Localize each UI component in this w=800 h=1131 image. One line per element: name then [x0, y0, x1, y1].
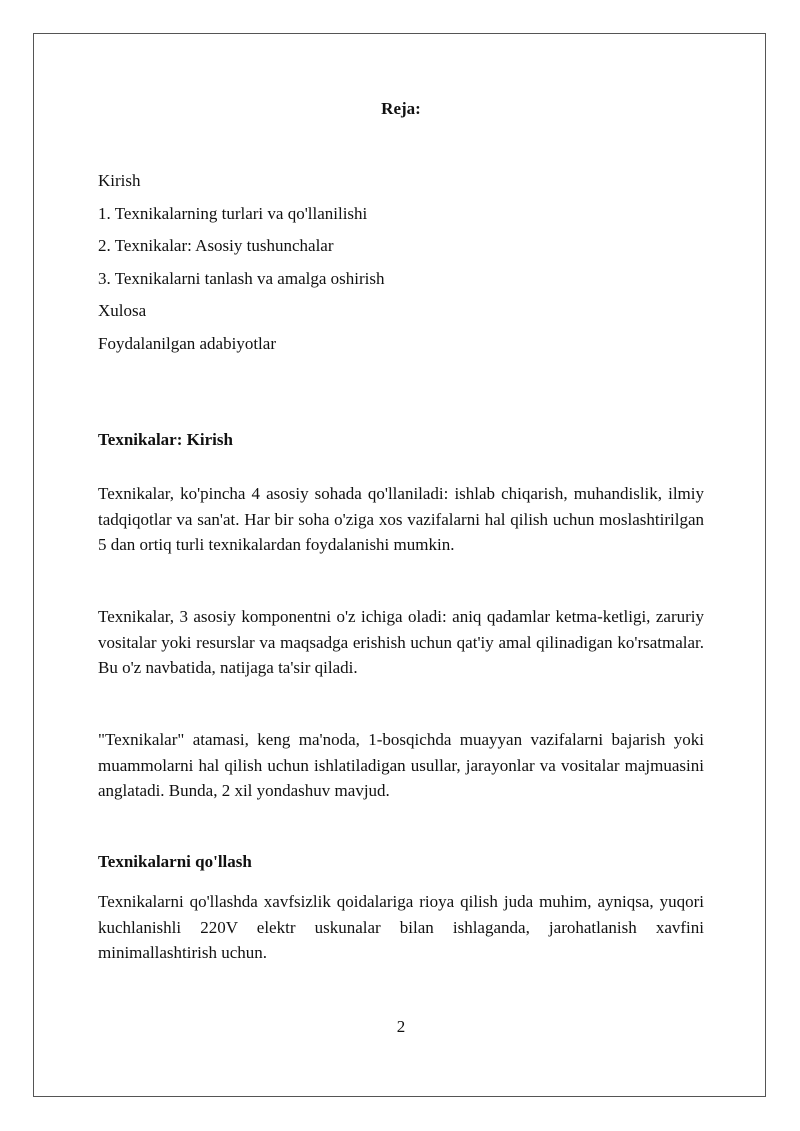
- paragraph-intro-1: Texnikalar, ko'pincha 4 asosiy sohada qo'llaniladi: ishlab chiqarish, muhandislik, ilmiy tadqiqotlar va san'at. Har bir soha o'ziga xos vazifalarni hal qilish uchun moslashtirilgan 5 dan ortiq turli texnikalardan foydalanishi mumkin.: [98, 484, 704, 554]
- table-of-contents: [98, 170, 384, 365]
- page-number: 2: [396, 1017, 406, 1036]
- paragraph-intro-2: Texnikalar, 3 asosiy komponentni o'z ichiga oladi: aniq qadamlar ketma-ketligi, zaruriy vositalar yoki resurslar va maqsadga erishish uchun qat'iy amal qilinadigan ko'rsatmalar. Bu o'z navbatida, natijaga ta'sir qiladi.: [98, 607, 704, 677]
- document-page: [33, 33, 766, 1097]
- paragraph-intro-3: "Texnikalar" atamasi, keng ma'noda, 1-bosqichda muayyan vazifalarni bajarish yoki muammolarni hal qilish uchun ishlatiladigan usullar, jarayonlar va vositalar majmuasini anglatadi. Bunda, 2 xil yondashuv mavjud.: [98, 730, 704, 800]
- toc-item-1: 1. Texnikalarning turlari va qo'llanilishi: [98, 203, 368, 223]
- toc-item-3: 3. Texnikalarni tanlash va amalga oshirish: [98, 268, 385, 288]
- section-heading-application: Texnikalarni qo'llash: [98, 852, 252, 871]
- plan-title: Reja:: [381, 99, 421, 118]
- toc-item-2: 2. Texnikalar: Asosiy tushunchalar: [98, 236, 334, 255]
- toc-item-intro: Kirish: [98, 171, 141, 190]
- section-heading-intro: Texnikalar: Kirish: [98, 430, 233, 449]
- toc-item-references: Foydalanilgan adabiyotlar: [98, 333, 276, 353]
- paragraph-application: Texnikalarni qo'llashda xavfsizlik qoidalariga rioya qilish juda muhim, ayniqsa, yuqori kuchlanishli 220V elektr uskunalar bilan ishlaganda, jarohatlanish xavfini minimallashtirish uchun.: [98, 892, 704, 962]
- toc-item-conclusion: Xulosa: [98, 301, 147, 320]
